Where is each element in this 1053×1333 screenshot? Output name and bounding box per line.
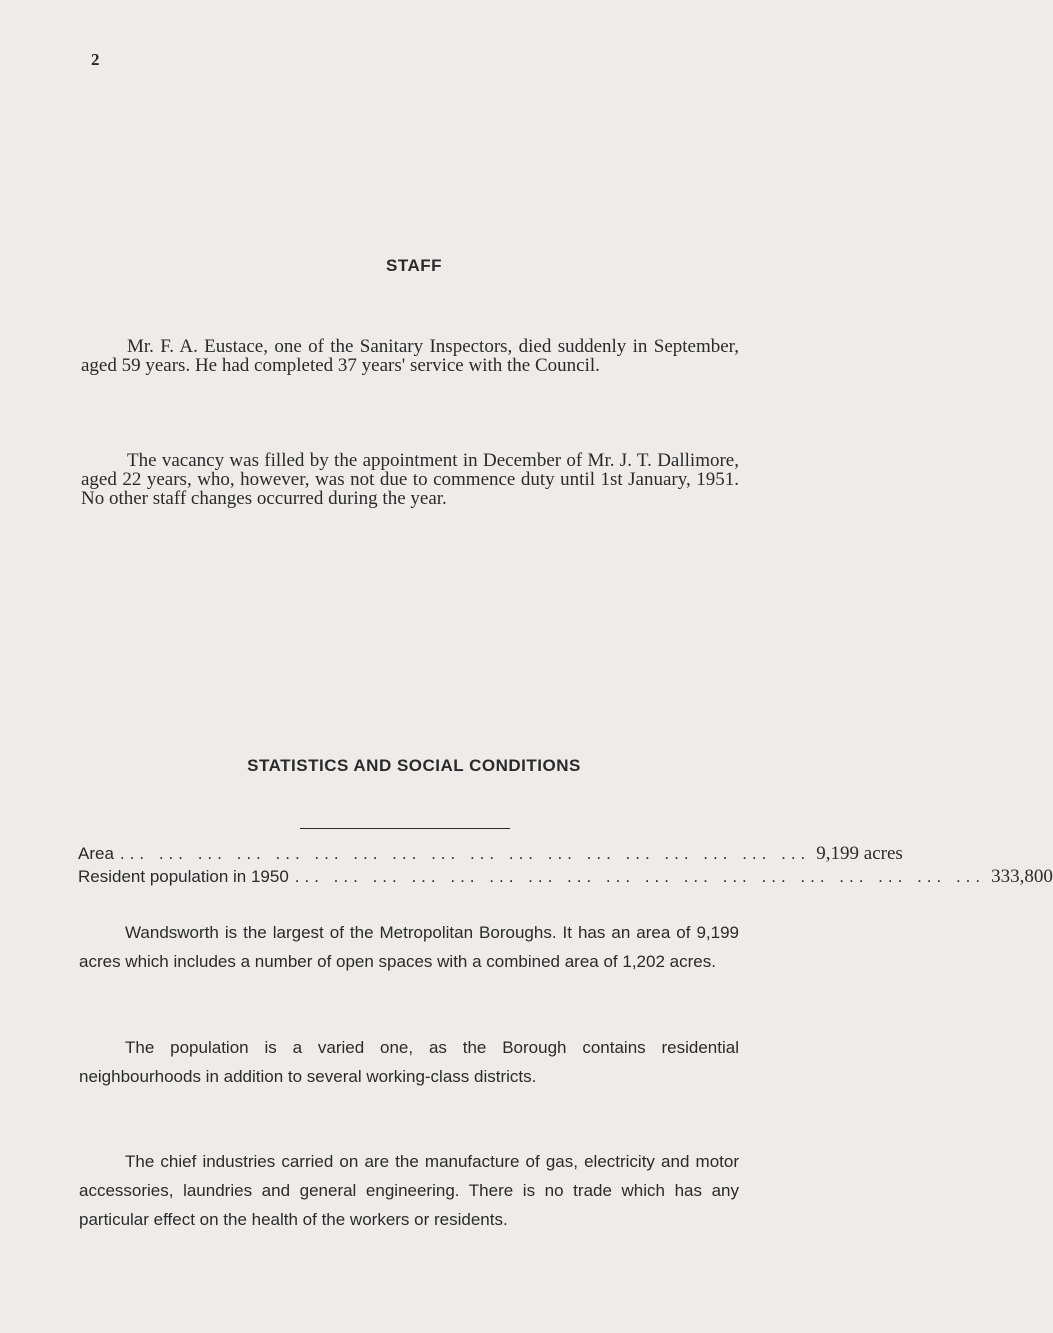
stat-label-population: Resident population in 1950 xyxy=(78,867,289,886)
stat-row-population xyxy=(78,866,1053,890)
staff-paragraph-1: Mr. F. A. Eustace, one of the Sanitary Inspectors, died suddenly in September, aged 59 years. He had completed 37 years' service with the Council. xyxy=(81,336,739,376)
statistics-paragraph-1: Wandsworth is the largest of the Metropolitan Boroughs. It has an area of 9,199 acres which includes a number of open spaces with a combined area of 1,202 acres. xyxy=(79,923,739,971)
stat-value-population: 333,800 xyxy=(991,866,1053,887)
dot-leader: ... ... ... ... ... ... ... ... ... ... ... ... ... ... ... ... ... ... xyxy=(294,867,986,886)
statistics-heading: STATISTICS AND SOCIAL CONDITIONS xyxy=(247,756,581,775)
page-number: 2 xyxy=(91,50,100,69)
stat-value-area: 9,199 acres xyxy=(816,843,903,864)
stat-row-area xyxy=(78,843,903,867)
section-divider xyxy=(300,828,510,829)
dot-leader: ... ... ... ... ... ... ... ... ... ... ... ... ... ... ... ... ... ... xyxy=(119,844,811,863)
staff-paragraph-2: The vacancy was filled by the appointment in December of Mr. J. T. Dallimore, aged 22 years, who, however, was not due to commence duty until 1st January, 1951. No other staff changes occurred during the year. xyxy=(81,450,739,509)
statistics-paragraph-2: The population is a varied one, as the Borough contains residential neighbourhoods in addition to several working-class districts. xyxy=(79,1038,739,1086)
statistics-paragraph-3: The chief industries carried on are the manufacture of gas, electricity and motor accessories, laundries and general engineering. There is no trade which has any particular effect on the health of the workers or residents. xyxy=(79,1152,739,1229)
stat-label-area: Area xyxy=(78,844,114,863)
staff-heading: STAFF xyxy=(385,256,442,275)
